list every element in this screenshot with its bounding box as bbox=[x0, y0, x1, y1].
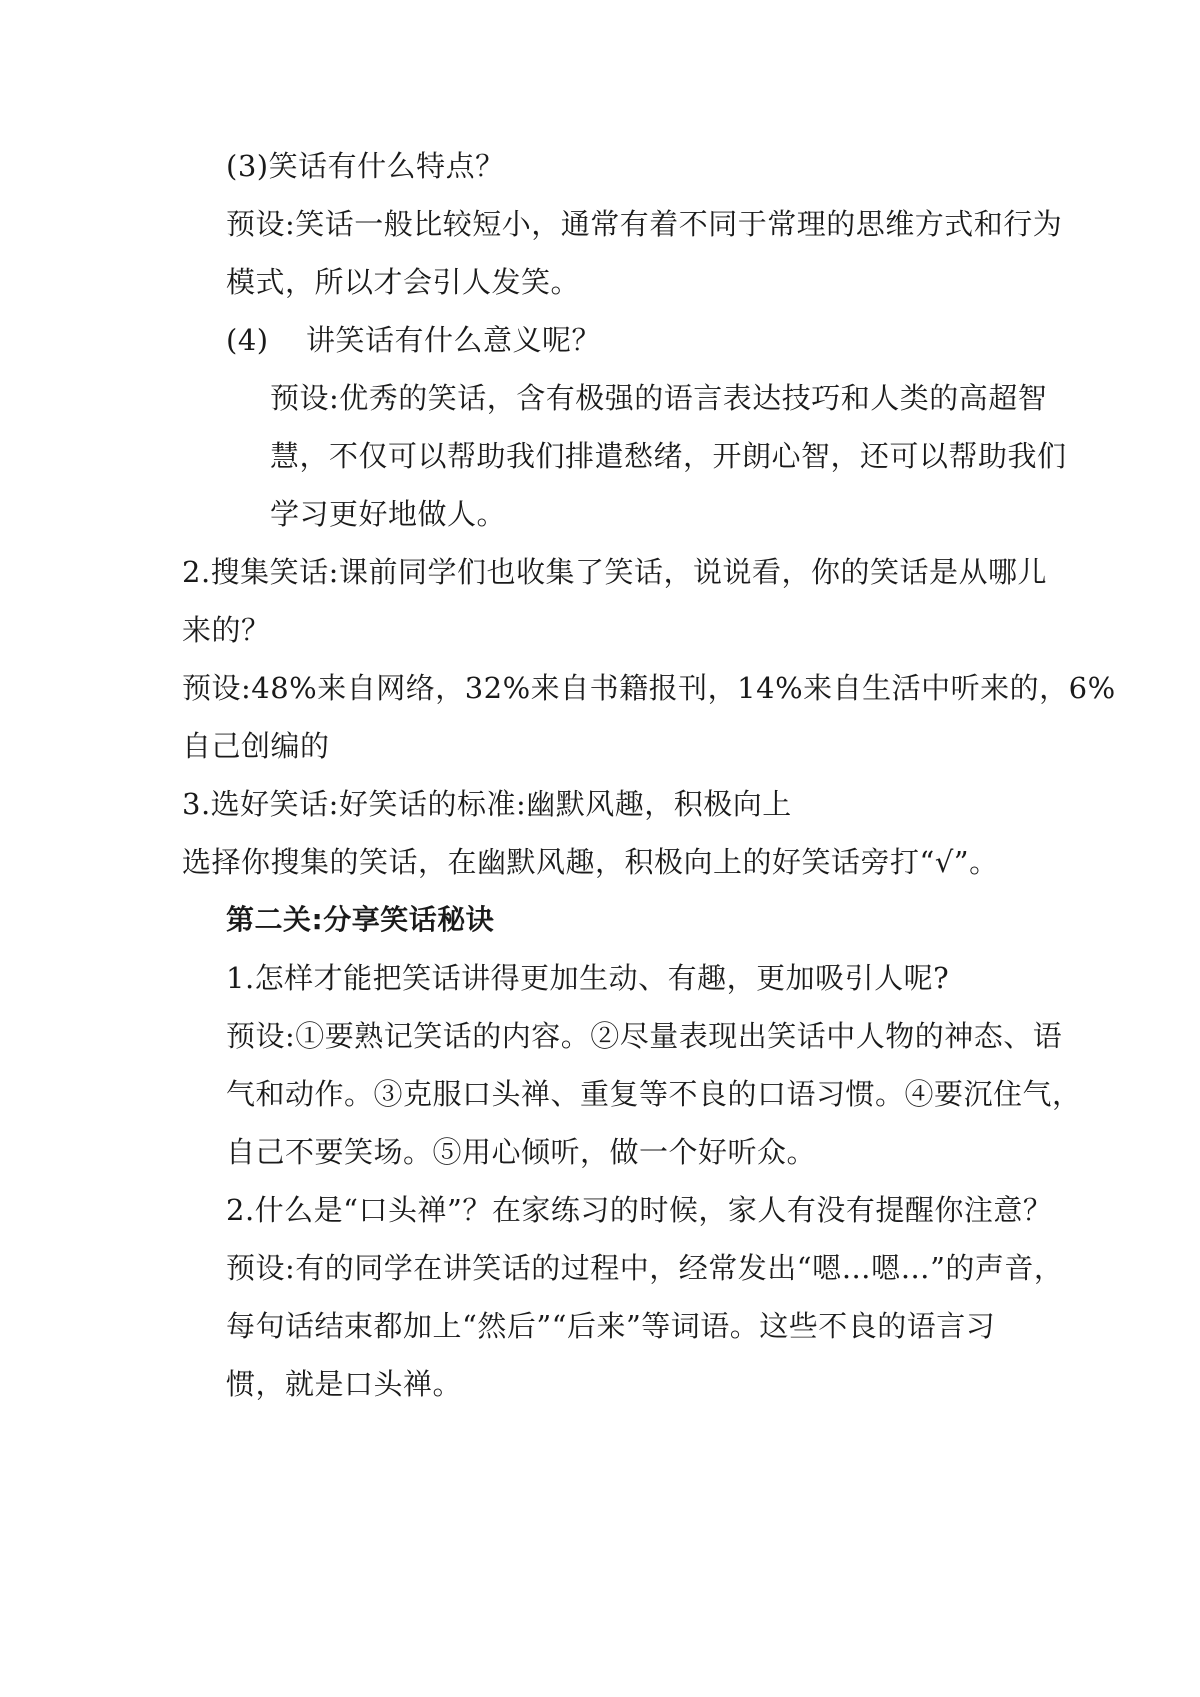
answer-4-line-2: 慧，不仅可以帮助我们排遣愁绪，开朗心智，还可以帮助我们 bbox=[270, 439, 1067, 473]
secret-answer-2-line-1: 预设:有的同学在讲笑话的过程中，经常发出“嗯…嗯…”的声音， bbox=[226, 1251, 1064, 1285]
question-3: (3)笑话有什么特点？ bbox=[226, 149, 505, 183]
section-heading: 第二关:分享笑话秘诀 bbox=[226, 903, 495, 936]
question-4 bbox=[226, 322, 601, 358]
question-4-number: (4) bbox=[226, 323, 269, 357]
item-2-answer-line-1: 预设:48%来自网络，32%来自书籍报刊，14%来自生活中听来的，6% bbox=[182, 671, 1116, 705]
answer-3-line-2: 模式，所以才会引人发笑。 bbox=[226, 265, 581, 299]
secret-question-2: 2.什么是“口头禅”？在家练习的时候，家人有没有提醒你注意？ bbox=[226, 1193, 1053, 1227]
secret-answer-1-line-3: 自己不要笑场。⑤用心倾听，做一个好听众。 bbox=[226, 1135, 817, 1169]
question-4-text: 讲笑话有什么意义呢？ bbox=[306, 323, 602, 357]
item-2-line-2: 来的？ bbox=[182, 613, 271, 647]
answer-4-line-1: 预设:优秀的笑话，含有极强的语言表达技巧和人类的高超智 bbox=[270, 381, 1048, 415]
secret-answer-2-line-2: 每句话结束都加上“然后”“后来”等词语。这些不良的语言习 bbox=[226, 1309, 996, 1343]
secret-answer-1-line-1: 预设:①要熟记笑话的内容。②尽量表现出笑话中人物的神态、语 bbox=[226, 1019, 1063, 1053]
secret-question-1: 1.怎样才能把笑话讲得更加生动、有趣，更加吸引人呢? bbox=[226, 961, 950, 995]
item-2-line-1: 2.搜集笑话:课前同学们也收集了笑话，说说看，你的笑话是从哪儿 bbox=[182, 555, 1047, 589]
secret-answer-2-line-3: 惯，就是口头禅。 bbox=[226, 1367, 463, 1401]
answer-4-line-3: 学习更好地做人。 bbox=[270, 497, 507, 531]
item-3-line: 3.选好笑话:好笑话的标准:幽默风趣，积极向上 bbox=[182, 787, 792, 821]
item-2-answer-line-2: 自己创编的 bbox=[182, 729, 330, 763]
answer-3-line-1: 预设:笑话一般比较短小，通常有着不同于常理的思维方式和行为 bbox=[226, 207, 1063, 241]
item-3-instruction: 选择你搜集的笑话，在幽默风趣，积极向上的好笑话旁打“√”。 bbox=[182, 845, 999, 879]
secret-answer-1-line-2: 气和动作。③克服口头禅、重复等不良的口语习惯。④要沉住气， bbox=[226, 1077, 1082, 1111]
